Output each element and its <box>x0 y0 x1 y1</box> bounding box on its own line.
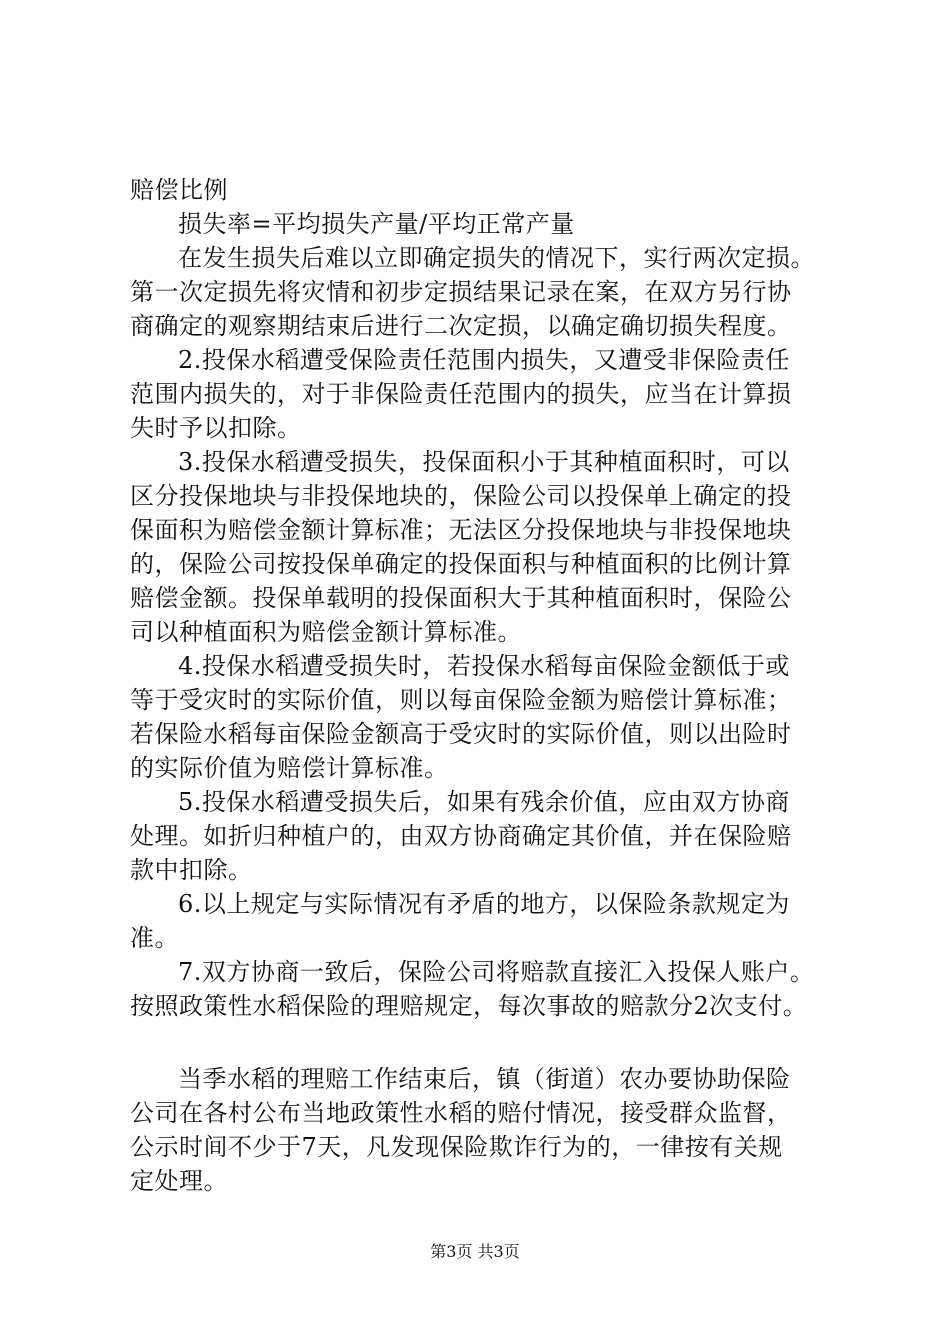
text-line: 准。 <box>130 924 179 952</box>
text-line: 5.投保水稻遭受损失后，如果有残余价值，应由双方协商 <box>178 788 790 816</box>
text-line: 若保险水稻每亩保险金额高于受灾时的实际价值，则以出险时 <box>130 720 792 748</box>
text-line: 赔偿金额。投保单载明的投保面积大于其种植面积时，保险公 <box>130 584 792 612</box>
text-line: 保面积为赔偿金额计算标准；无法区分投保地块与非投保地块 <box>130 516 792 544</box>
text-line: 按照政策性水稻保险的理赔规定，每次事故的赔款分2次支付。 <box>130 992 808 1020</box>
text-line: 7.双方协商一致后，保险公司将赔款直接汇入投保人账户。 <box>178 958 815 986</box>
text-line: 商确定的观察期结束后进行二次定损，以确定确切损失程度。 <box>130 312 792 340</box>
text-line: 第一次定损先将灾情和初步定损结果记录在案，在双方另行协 <box>130 278 792 306</box>
text-line: 定处理。 <box>130 1167 228 1195</box>
text-line: 范围内损失的，对于非保险责任范围内的损失，应当在计算损 <box>130 380 792 408</box>
text-line: 6.以上规定与实际情况有矛盾的地方，以保险条款规定为 <box>178 890 790 918</box>
text-line: 4.投保水稻遭受损失时，若投保水稻每亩保险金额低于或 <box>178 652 790 680</box>
text-line: 的，保险公司按投保单确定的投保面积与种植面积的比例计算 <box>130 550 792 578</box>
page-footer: 第3页 共3页 <box>430 1242 520 1261</box>
text-line: 2.投保水稻遭受保险责任范围内损失，又遭受非保险责任 <box>178 346 790 374</box>
text-line: 3.投保水稻遭受损失，投保面积小于其种植面积时，可以 <box>178 448 790 476</box>
text-line: 在发生损失后难以立即确定损失的情况下，实行两次定损。 <box>178 244 815 272</box>
text-line: 当季水稻的理赔工作结束后，镇（街道）农办要协助保险 <box>178 1065 791 1093</box>
text-line: 等于受灾时的实际价值，则以每亩保险金额为赔偿计算标准； <box>130 686 792 714</box>
text-line: 损失率=平均损失产量/平均正常产量 <box>178 210 575 238</box>
text-line: 公示时间不少于7天，凡发现保险欺诈行为的，一律按有关规 <box>130 1133 783 1161</box>
text-line: 失时予以扣除。 <box>130 414 302 442</box>
text-line: 公司在各村公布当地政策性水稻的赔付情况，接受群众监督， <box>130 1099 792 1127</box>
text-line: 区分投保地块与非投保地块的，保险公司以投保单上确定的投 <box>130 482 792 510</box>
text-line: 司以种植面积为赔偿金额计算标准。 <box>130 618 522 646</box>
text-line: 赔偿比例 <box>130 176 228 204</box>
text-line: 的实际价值为赔偿计算标准。 <box>130 754 449 782</box>
text-line: 款中扣除。 <box>130 856 253 884</box>
text-line: 处理。如折归种植户的，由双方协商确定其价值，并在保险赔 <box>130 822 792 850</box>
